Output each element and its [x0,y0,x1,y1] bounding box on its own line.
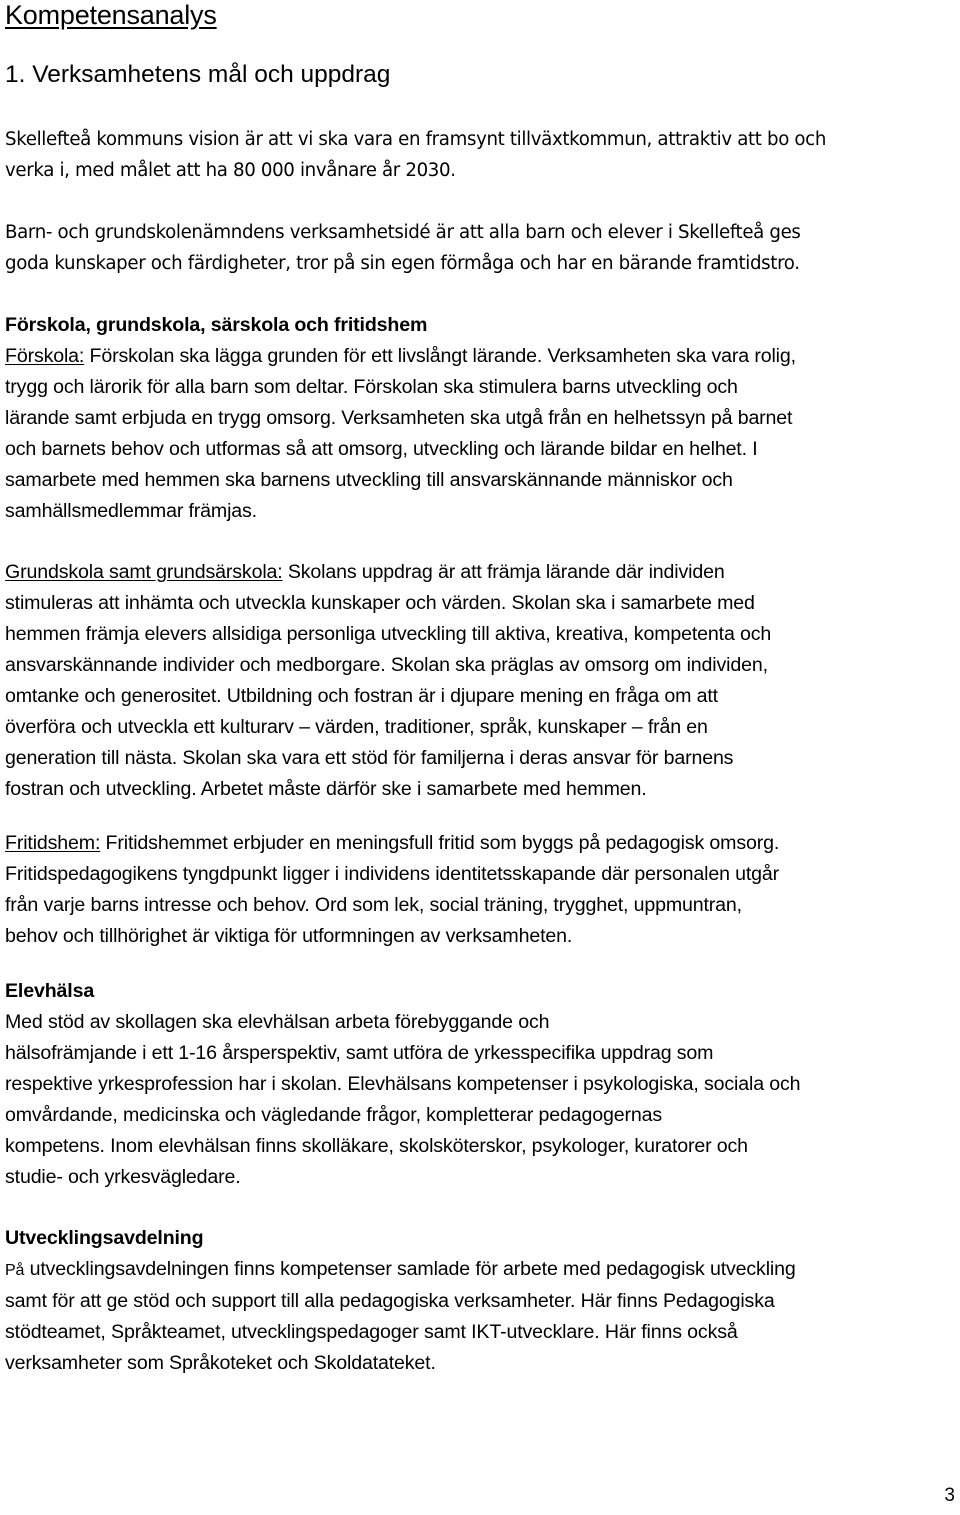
grundskola-section [5,557,955,805]
document-title: Kompetensanalys [5,0,217,30]
elevhalsa-heading: Elevhälsa [5,980,95,1002]
utveckling-section [5,1223,955,1379]
text-line: verka i, med målet att ha 80 000 invånare år 2030. [5,160,456,181]
text-line: samt för att ge stöd och support till alla pedagogiska verksamheter. Här finns Pedagogiska [5,1290,775,1312]
forskola-section [5,310,955,527]
text-line: kompetens. Inom elevhälsan finns skolläkare, skolsköterskor, psykologer, kuratorer och [5,1135,748,1157]
text-line: Med stöd av skollagen ska elevhälsan arbeta förebyggande och [5,1011,550,1033]
text-line: stödteamet, Språkteamet, utvecklingspedagoger samt IKT-utvecklare. Här finns också [5,1321,738,1343]
text-line [5,341,955,372]
grundskola-label: Grundskola samt grundsärskola: [5,561,283,583]
text-line: från varje barns intresse och behov. Ord som lek, social träning, trygghet, uppmuntran, [5,894,742,916]
text-line: goda kunskaper och färdigheter, tror på sin egen förmåga och har en bärande framtidstro. [5,253,800,274]
text-fragment: utvecklingsavdelningen finns kompetenser samlade för arbete med pedagogisk utveckling [24,1258,796,1280]
vision-paragraph [5,124,955,186]
text-line: fostran och utveckling. Arbetet måste därför ske i samarbete med hemmen. [5,778,647,800]
text-fragment: Skolans uppdrag är att främja lärande där individen [282,561,725,583]
text-line: samarbete med hemmen ska barnens utveckling till ansvarskännande människor och [5,469,733,491]
text-line: studie- och yrkesvägledare. [5,1166,241,1188]
school-forms-heading: Förskola, grundskola, särskola och fritidshem [5,314,428,336]
text-line: och barnets behov och utformas så att omsorg, utveckling och lärande bildar en helhet. I [5,438,758,460]
text-line: hemmen främja elevers allsidiga personliga utveckling till aktiva, kreativa, kompetenta och [5,623,772,645]
text-line: ansvarskännande individer och medborgare. Skolan ska präglas av omsorg om individen, [5,654,768,676]
text-line: hälsofrämjande i ett 1-16 årsperspektiv, samt utföra de yrkesspecifika uppdrag som [5,1042,714,1064]
text-line [5,1254,955,1286]
text-line: omvårdande, medicinska och vägledande frågor, kompletterar pedagogernas [5,1104,663,1126]
fritidshem-label: Fritidshem: [5,832,101,854]
utveckling-heading: Utvecklingsavdelning [5,1227,204,1249]
text-line: verksamheter som Språkoteket och Skoldatateket. [5,1352,436,1374]
text-line: Barn- och grundskolenämndens verksamhetsidé är att alla barn och elever i Skellefteå ges [5,222,801,243]
text-fragment: Fritidshemmet erbjuder en meningsfull fritid som byggs på pedagogisk omsorg. [100,832,780,854]
text-line: respektive yrkesprofession har i skolan. Elevhälsans kompetenser i psykologiska, sociala och [5,1073,801,1095]
text-line: Skellefteå kommuns vision är att vi ska vara en framsynt tillväxtkommun, attraktiv att bo och [5,129,827,150]
text-fragment: Förskolan ska lägga grunden för ett livslångt lärande. Verksamheten ska vara rolig, [84,345,796,367]
text-line: lärande samt erbjuda en trygg omsorg. Verksamheten ska utgå från en helhetssyn på barnet [5,407,793,429]
text-line: omtanke och generositet. Utbildning och fostran är i djupare mening en fråga om att [5,685,718,707]
forskola-label: Förskola: [5,345,85,367]
section-heading: 1. Verksamhetens mål och uppdrag [5,61,391,88]
text-line: överföra och utveckla ett kulturarv – värden, traditioner, språk, kunskaper – från en [5,716,708,738]
text-line: trygg och lärorik för alla barn som deltar. Förskolan ska stimulera barns utveckling och [5,376,738,398]
text-line: generation till nästa. Skolan ska vara ett stöd för familjerna i deras ansvar för barnens [5,747,734,769]
board-mission-paragraph [5,217,955,279]
text-line: stimuleras att inhämta och utveckla kunskaper och värden. Skolan ska i samarbete med [5,592,755,614]
page-number: 3 [944,1485,955,1506]
text-line: samhällsmedlemmar främjas. [5,500,257,522]
text-line: Fritidspedagogikens tyngdpunkt ligger i individens identitetsskapande där personalen utgår [5,863,780,885]
text-line [5,557,955,588]
fritidshem-section [5,828,955,952]
text-line: behov och tillhörighet är viktiga för utformningen av verksamheten. [5,925,573,947]
text-line [5,828,955,859]
elevhalsa-section [5,976,955,1193]
text-fragment: På [5,1262,25,1279]
